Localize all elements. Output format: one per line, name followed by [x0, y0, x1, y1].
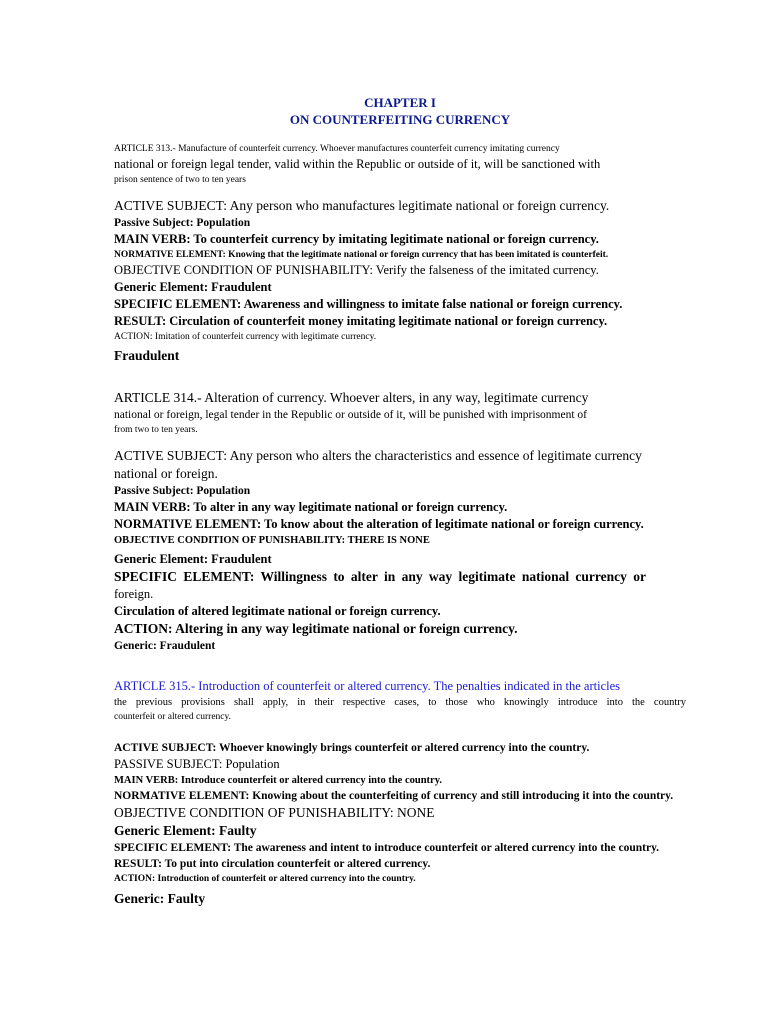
article-314-generic-element: Generic Element: Fraudulent	[114, 552, 272, 566]
article-315-generic-element: Generic Element: Faulty	[114, 823, 257, 838]
article-313-generic: Fraudulent	[114, 348, 180, 363]
chapter-subtitle: ON COUNTERFEITING CURRENCY	[289, 112, 511, 127]
article-313-objective-condition: OBJECTIVE CONDITION OF PUNISHABILITY: Verify the falseness of the imitated currency.	[114, 263, 599, 277]
article-313-text-line-3: prison sentence of two to ten years	[114, 175, 246, 185]
article-313-passive-subject: Passive Subject: Population	[114, 217, 251, 229]
article-315	[114, 678, 686, 908]
article-314-normative-element: NORMATIVE ELEMENT: To know about the alteration of legitimate national or foreign currency.	[114, 517, 644, 531]
article-315-generic: Generic: Faulty	[114, 891, 206, 906]
article-314-specific-element-line-1: SPECIFIC ELEMENT: Willingness to alter in any way legitimate national currency or	[114, 569, 646, 584]
article-314-action: ACTION: Altering in any way legitimate national or foreign currency.	[114, 621, 518, 636]
article-313-specific-element: SPECIFIC ELEMENT: Awareness and willingness to imitate false national or foreign currency.	[114, 297, 623, 311]
article-315-text-line-1: the previous provisions shall apply, in their respective cases, to those who knowingly introduce into the country	[114, 697, 686, 708]
article-313-active-subject: ACTIVE SUBJECT: Any person who manufactures legitimate national or foreign currency.	[114, 198, 610, 213]
article-313-main-verb: MAIN VERB: To counterfeit currency by imitating legitimate national or foreign currency.	[114, 232, 599, 246]
article-315-result: RESULT: To put into circulation counterfeit or altered currency.	[114, 858, 431, 870]
article-315-heading-text: ARTICLE 315.- Introduction of counterfeit or altered currency. The penalties indicated in the articles	[114, 679, 621, 693]
article-314	[114, 389, 686, 654]
article-313	[114, 142, 686, 365]
article-315-text-line-2: counterfeit or altered currency.	[114, 712, 232, 722]
article-315-active-subject: ACTIVE SUBJECT: Whoever knowingly brings counterfeit or altered currency into the country.	[114, 742, 590, 754]
article-313-generic-element: Generic Element: Fraudulent	[114, 280, 272, 294]
article-314-generic: Generic: Fraudulent	[114, 640, 216, 652]
article-314-active-subject-line-2: national or foreign.	[114, 466, 218, 481]
article-314-text-line-2: national or foreign, legal tender in the Republic or outside of it, will be punished with imprisonment of	[114, 409, 587, 421]
article-315-heading	[114, 678, 686, 695]
article-314-passive-subject: Passive Subject: Population	[114, 485, 251, 497]
article-314-text-line-1: ARTICLE 314.- Alteration of currency. Whoever alters, in any way, legitimate currency	[114, 390, 589, 405]
article-314-text-line-3: from two to ten years.	[114, 425, 198, 435]
article-313-text-line-1: ARTICLE 313.- Manufacture of counterfeit currency. Whoever manufactures counterfeit currency imitating currency	[114, 144, 560, 154]
article-313-normative-element: NORMATIVE ELEMENT: Knowing that the legitimate national or foreign currency that has been imitated is counterfeit.	[114, 250, 609, 260]
article-313-text-line-2: national or foreign legal tender, valid within the Republic or outside of it, will be sanctioned with	[114, 157, 601, 171]
article-315-specific-element: SPECIFIC ELEMENT: The awareness and intent to introduce counterfeit or altered currency into the country.	[114, 842, 660, 854]
article-313-action: ACTION: Imitation of counterfeit currency with legitimate currency.	[114, 332, 377, 342]
article-313-result: RESULT: Circulation of counterfeit money imitating legitimate national or foreign currency.	[114, 314, 608, 328]
article-315-normative-element: NORMATIVE ELEMENT: Knowing about the counterfeiting of currency and still introducing it into the country.	[114, 790, 674, 802]
article-315-objective-condition: OBJECTIVE CONDITION OF PUNISHABILITY: NONE	[114, 805, 435, 820]
chapter-title: CHAPTER I	[364, 95, 436, 110]
document-page	[114, 94, 686, 908]
article-314-result: Circulation of altered legitimate national or foreign currency.	[114, 604, 441, 618]
article-315-action: ACTION: Introduction of counterfeit or altered currency into the country.	[114, 874, 416, 884]
article-314-objective-condition: OBJECTIVE CONDITION OF PUNISHABILITY: THERE IS NONE	[114, 535, 430, 546]
article-314-specific-element-line-2: foreign.	[114, 587, 154, 601]
article-315-passive-subject: PASSIVE SUBJECT: Population	[114, 757, 280, 771]
article-314-active-subject-line-1: ACTIVE SUBJECT: Any person who alters the characteristics and essence of legitimate currency	[114, 448, 642, 463]
article-314-main-verb: MAIN VERB: To alter in any way legitimate national or foreign currency.	[114, 500, 508, 514]
article-315-main-verb: MAIN VERB: Introduce counterfeit or altered currency into the country.	[114, 775, 442, 786]
